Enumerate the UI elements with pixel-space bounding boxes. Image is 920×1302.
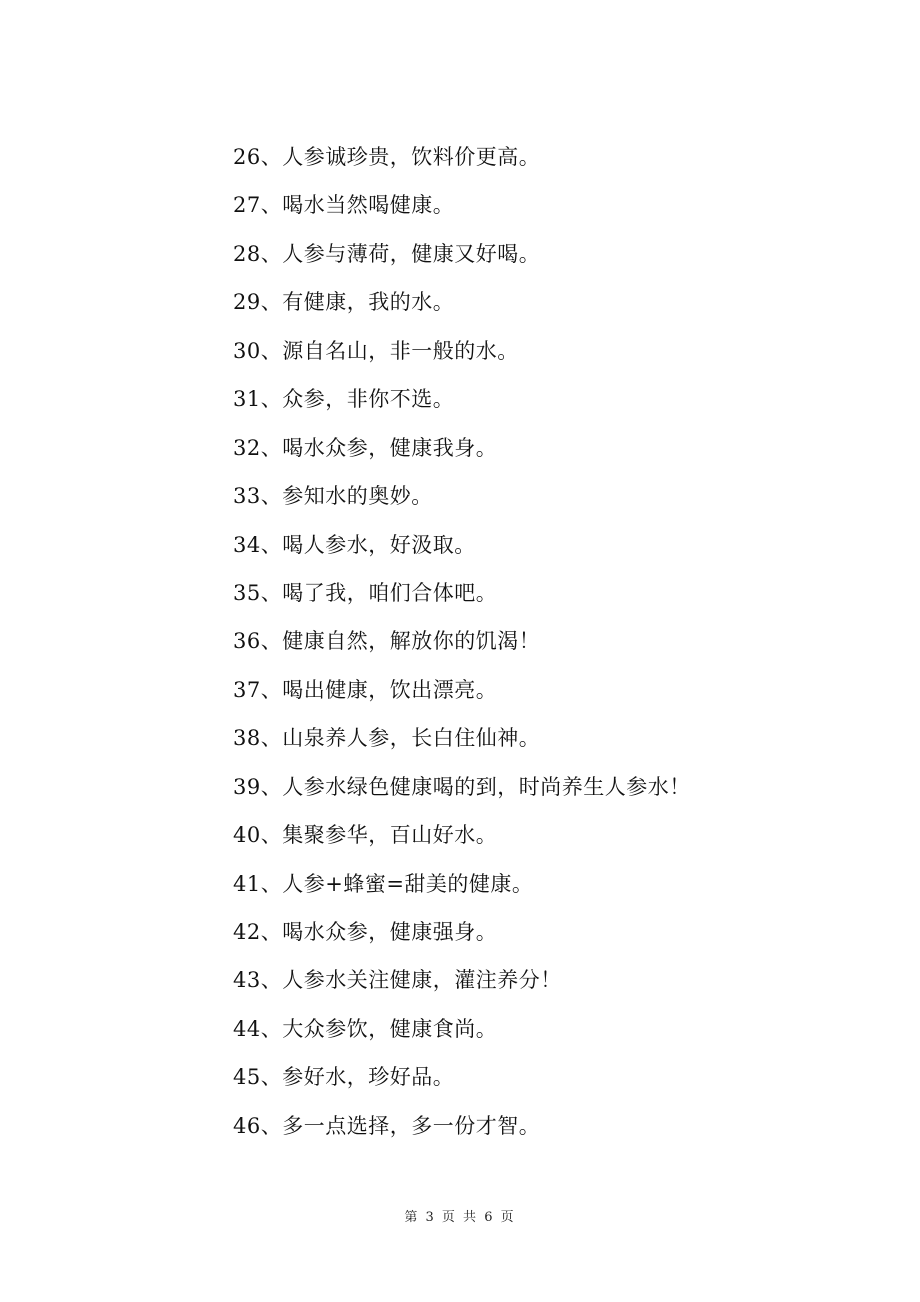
slogan-line: 27、喝水当然喝健康。 <box>233 193 455 218</box>
slogan-line: 42、喝水众参，健康强身。 <box>233 920 498 944</box>
slogan-line: 30、源自名山，非一般的水。 <box>233 338 519 363</box>
slogan-line: 36、健康自然，解放你的饥渴！ <box>233 629 541 654</box>
slogan-line: 46、多一点选择，多一份才智。 <box>233 1113 541 1138</box>
slogan-line: 29、有健康，我的水。 <box>233 290 455 315</box>
slogan-line: 39、人参水绿色健康喝的到，时尚养生人参水！ <box>233 774 691 799</box>
slogan-line: 33、参知水的奥妙。 <box>233 484 433 509</box>
slogan-line: 43、人参水关注健康，灌注养分！ <box>233 968 562 993</box>
slogan-line: 35、喝了我，咱们合体吧。 <box>233 580 498 605</box>
slogan-line: 44、大众参饮，健康食尚。 <box>233 1016 498 1041</box>
slogan-line: 34、喝人参水，好汲取。 <box>233 532 476 557</box>
slogan-line: 38、山泉养人参，长白住仙神。 <box>233 726 541 751</box>
slogan-line: 28、人参与薄荷，健康又好喝。 <box>233 241 541 266</box>
slogan-line: 26、人参诚珍贵，饮料价更高。 <box>233 145 541 169</box>
page-footer: 第 3 页 共 6 页 <box>404 1210 516 1225</box>
slogan-line: 45、参好水，珍好品。 <box>233 1065 455 1090</box>
slogan-line: 37、喝出健康，饮出漂亮。 <box>233 677 498 702</box>
slogan-list <box>233 138 691 1155</box>
slogan-line: 31、众参，非你不选。 <box>233 387 455 412</box>
slogan-line: 32、喝水众参，健康我身。 <box>233 435 498 460</box>
slogan-line: 41、人参+蜂蜜=甜美的健康。 <box>233 871 534 896</box>
slogan-line: 40、集聚参华，百山好水。 <box>233 823 498 848</box>
